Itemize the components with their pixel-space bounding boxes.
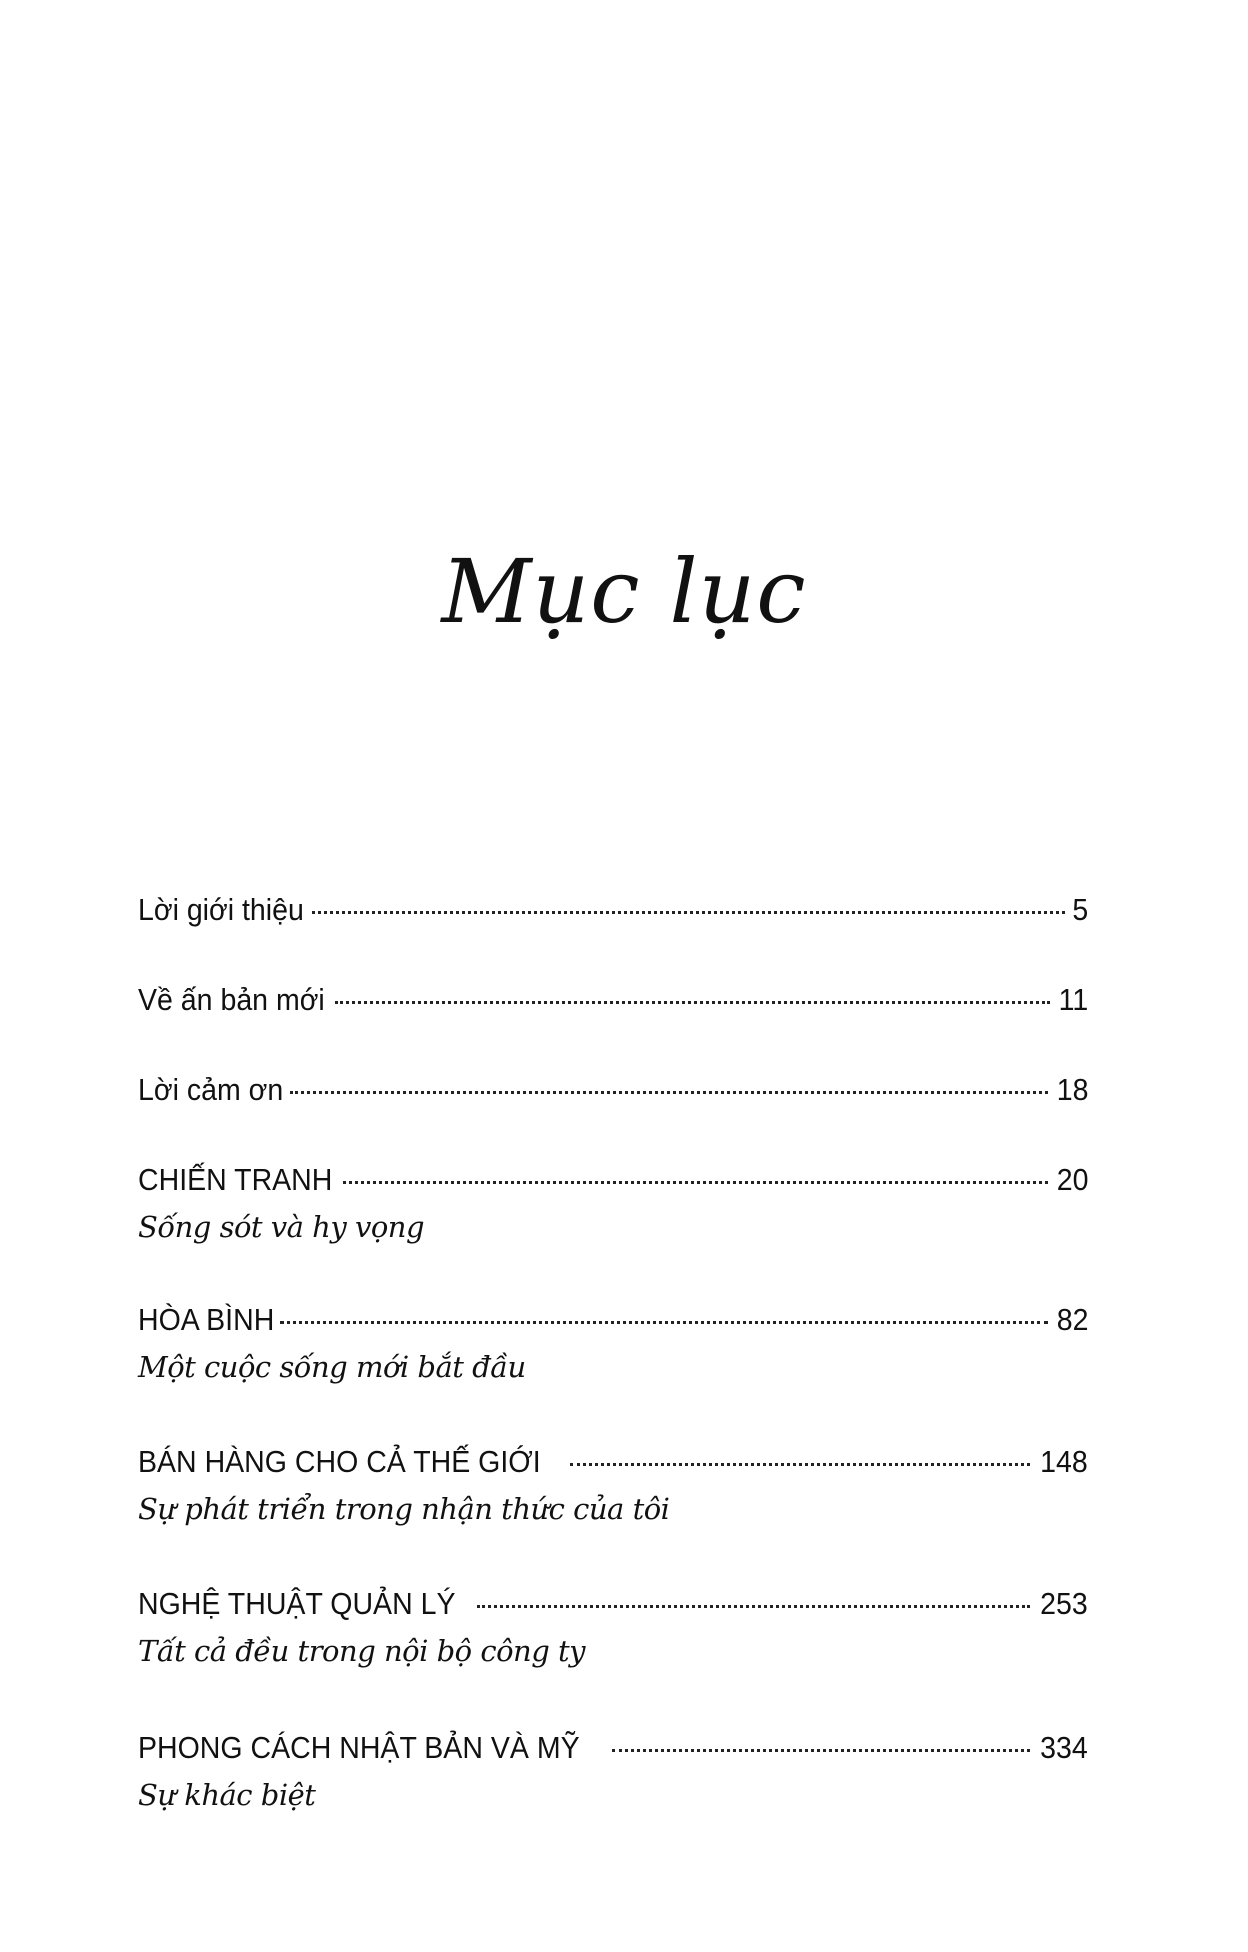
toc-entry [138, 892, 1088, 928]
toc-entry-subtitle: Tất cả đều trong nội bộ công ty [138, 1634, 586, 1668]
toc-entry-subtitle: Sự khác biệt [138, 1778, 316, 1812]
toc-entry-subtitle: Sống sót và hy vọng [138, 1210, 425, 1244]
toc-entry-row [138, 1730, 1088, 1766]
toc-entry-page: 253 [1040, 1586, 1088, 1621]
toc-entry-row [138, 1586, 1088, 1622]
toc-entry-page: 334 [1040, 1730, 1088, 1765]
toc-entry-subtitle: Sự phát triển trong nhận thức của tôi [138, 1492, 670, 1526]
toc-entry-label: NGHỆ THUẬT QUẢN LÝ [138, 1586, 456, 1621]
toc-leader-dots [477, 1605, 1030, 1608]
toc-entry [138, 1444, 1088, 1526]
toc-entry-page: 148 [1040, 1444, 1088, 1479]
toc-entry [138, 1072, 1088, 1108]
toc-entry-label: Lời cảm ơn [138, 1072, 284, 1107]
toc-entry-label: Về ấn bản mới [138, 982, 325, 1017]
toc-entry-page: 11 [1058, 982, 1088, 1017]
toc-entry [138, 1730, 1088, 1812]
toc-leader-dots [335, 1001, 1050, 1004]
toc-leader-dots [343, 1181, 1047, 1184]
toc-entry [138, 1162, 1088, 1244]
toc-leader-dots [312, 911, 1065, 914]
toc-entry-label: Lời giới thiệu [138, 892, 304, 927]
toc-leader-dots [280, 1321, 1047, 1324]
toc-entry-label: PHONG CÁCH NHẬT BẢN VÀ MỸ [138, 1730, 580, 1765]
toc-entry-row [138, 1162, 1088, 1198]
toc-entry-row [138, 1444, 1088, 1480]
toc-entry-row [138, 892, 1088, 928]
toc-entry [138, 1586, 1088, 1668]
toc-entry-label: CHIẾN TRANH [138, 1162, 333, 1197]
toc-leader-dots [570, 1463, 1031, 1466]
toc-leader-dots [290, 1091, 1048, 1094]
toc-entry-page: 82 [1056, 1302, 1088, 1337]
toc-leader-dots [612, 1749, 1030, 1752]
toc-entry-row [138, 982, 1088, 1018]
toc-entry-label: BÁN HÀNG CHO CẢ THẾ GIỚI [138, 1444, 541, 1479]
toc-entry-row [138, 1302, 1088, 1338]
toc-entry-subtitle: Một cuộc sống mới bắt đầu [138, 1350, 526, 1384]
toc-entry [138, 982, 1088, 1018]
toc-entry [138, 1302, 1088, 1384]
toc-entry-label: HÒA BÌNH [138, 1302, 275, 1337]
toc-entry-page: 20 [1056, 1162, 1088, 1197]
toc-entry-page: 5 [1072, 892, 1088, 927]
toc-entry-row [138, 1072, 1088, 1108]
page-title: Mục lục [441, 540, 807, 643]
toc-entry-page: 18 [1056, 1072, 1088, 1107]
